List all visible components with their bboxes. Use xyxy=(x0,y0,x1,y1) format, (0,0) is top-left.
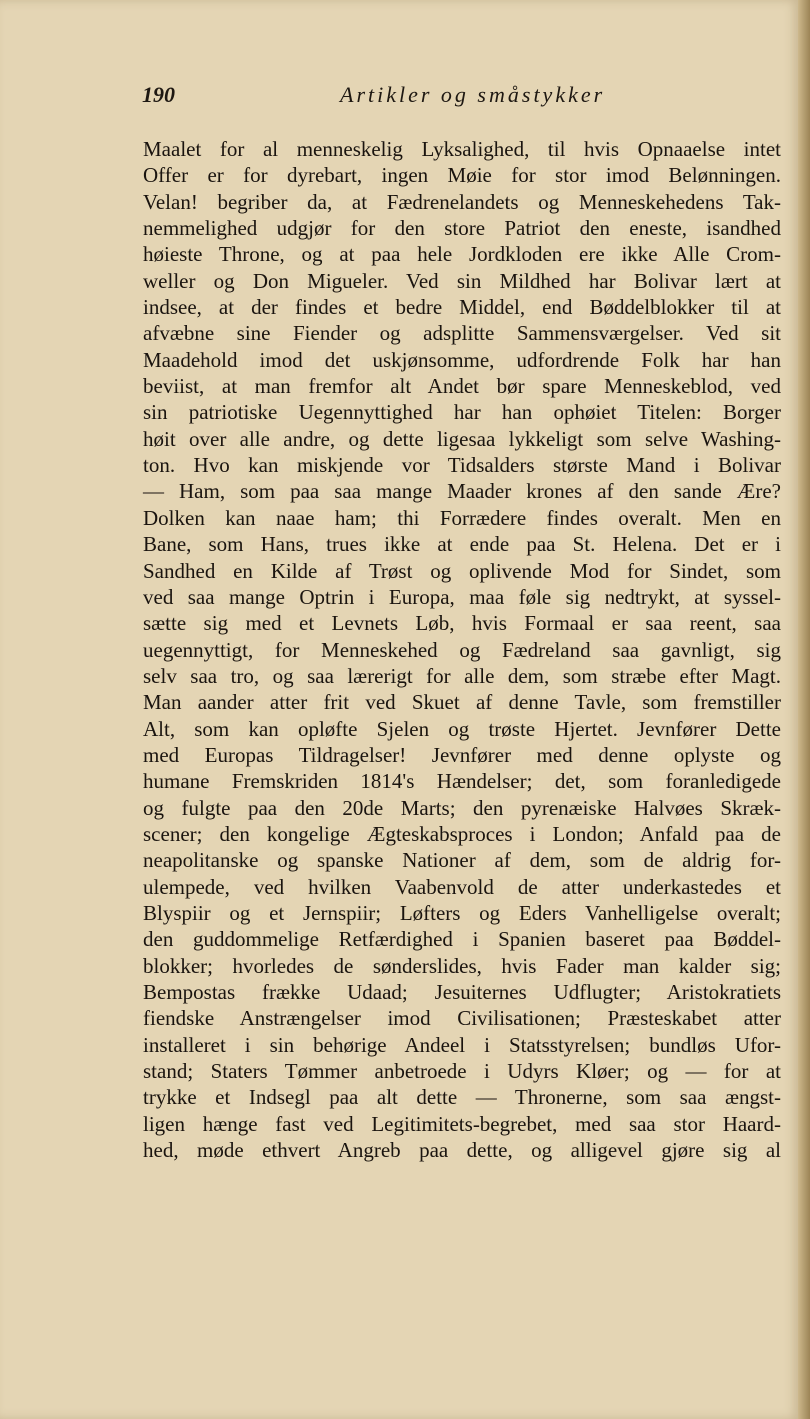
text-line: Bane, som Hans, trues ikke at ende paa St. Helena. Det er i xyxy=(143,532,781,557)
text-line: indsee, at der findes et bedre Middel, end Bøddelblokker til at xyxy=(143,295,781,320)
text-line: selv saa tro, og saa lærerigt for alle dem, som stræbe efter Magt. xyxy=(143,663,781,688)
text-line: ved saa mange Optrin i Europa, maa føle sig nedtrykt, at syssel- xyxy=(143,584,781,609)
text-line: Dolken kan naae ham; thi Forrædere findes overalt. Men en xyxy=(143,505,781,530)
text-line: Bempostas frække Udaad; Jesuiternes Udflugter; Aristokratiets xyxy=(143,980,781,1004)
text-line: installeret i sin behørige Andeel i Statsstyrelsen; bundløs Ufor- xyxy=(143,1032,781,1057)
text-line: med Europas Tildragelser! Jevnfører med denne oplyste og xyxy=(143,742,781,767)
text-line: fiendske Anstrængelser imod Civilisationen; Præsteskabet atter xyxy=(143,1006,781,1031)
text-line: sætte sig med et Levnets Løb, hvis Formaal er saa reent, saa xyxy=(143,611,781,636)
text-line: Sandhed en Kilde af Trøst og oplivende Mod for Sindet, som xyxy=(143,558,781,583)
text-line: Velan! begriber da, at Fædrenelandets og Menneskehedens Tak- xyxy=(143,189,781,214)
text-line: afvæbne sine Fiender og adsplitte Sammensværgelser. Ved sit xyxy=(143,321,781,346)
text-line: Maadehold imod det uskjønsomme, udfordrende Folk har han xyxy=(143,347,781,372)
text-line: scener; den kongelige Ægteskabsproces i London; Anfald paa de xyxy=(143,821,781,846)
text-line: Blyspiir og et Jernspiir; Løfters og Eders Vanhelligelse overalt; xyxy=(143,900,781,925)
text-line: trykke et Indsegl paa alt dette — Thronerne, som saa ængst- xyxy=(143,1085,781,1110)
text-line: Offer er for dyrebart, ingen Møie for stor imod Belønningen. xyxy=(143,163,781,188)
body-text xyxy=(143,136,781,1163)
text-line: hed, møde ethvert Angreb paa dette, og alligevel gjøre sig al xyxy=(143,1138,781,1163)
text-line: weller og Don Migueler. Ved sin Mildhed har Bolivar lært at xyxy=(143,268,781,293)
text-line: blokker; hvorledes de sønderslides, hvis Fader man kalder sig; xyxy=(143,953,781,978)
text-line: høieste Throne, og at paa hele Jordkloden ere ikke Alle Crom- xyxy=(143,242,781,267)
text-line: Maalet for al menneskelig Lyksalighed, til hvis Opnaaelse intet xyxy=(143,137,781,161)
running-head xyxy=(142,82,782,118)
text-line: høit over alle andre, og dette ligesaa lykkeligt som selve Washing- xyxy=(143,426,781,451)
text-line: uegennyttigt, for Menneskehed og Fædreland saa gavnligt, sig xyxy=(143,637,781,662)
text-line: humane Fremskriden 1814's Hændelser; det, som foranledigede xyxy=(143,769,781,794)
text-line: neapolitanske og spanske Nationer af dem, som de aldrig for- xyxy=(143,848,781,873)
text-line: sin patriotiske Uegennyttighed har han ophøiet Titelen: Borger xyxy=(143,400,781,425)
text-line: Alt, som kan opløfte Sjelen og trøste Hjertet. Jevnfører Dette xyxy=(143,716,781,741)
text-line: nemmelighed udgjør for den store Patriot den eneste, isandhed xyxy=(143,216,781,241)
page-edge xyxy=(798,0,810,1419)
text-line: — Ham, som paa saa mange Maader krones af den sande Ære? xyxy=(143,479,781,504)
text-line: Man aander atter frit ved Skuet af denne Tavle, som fremstiller xyxy=(143,690,781,715)
running-title: Artikler og småstykker xyxy=(340,82,606,107)
text-line: den guddommelige Retfærdighed i Spanien baseret paa Bøddel- xyxy=(143,927,781,952)
page-number: 190 xyxy=(142,82,175,107)
text-line: ligen hænge fast ved Legitimitets-begrebet, med saa stor Haard- xyxy=(143,1111,781,1136)
text-line: ton. Hvo kan miskjende vor Tidsalders største Mand i Bolivar xyxy=(143,453,781,478)
text-line: og fulgte paa den 20de Marts; den pyrenæiske Halvøes Skræk- xyxy=(143,795,781,820)
text-line: ulempede, ved hvilken Vaabenvold de atter underkastedes et xyxy=(143,874,781,899)
text-line: beviist, at man fremfor alt Andet bør spare Menneskeblod, ved xyxy=(143,374,781,399)
text-line: stand; Staters Tømmer anbetroede i Udyrs Kløer; og — for at xyxy=(143,1059,781,1084)
